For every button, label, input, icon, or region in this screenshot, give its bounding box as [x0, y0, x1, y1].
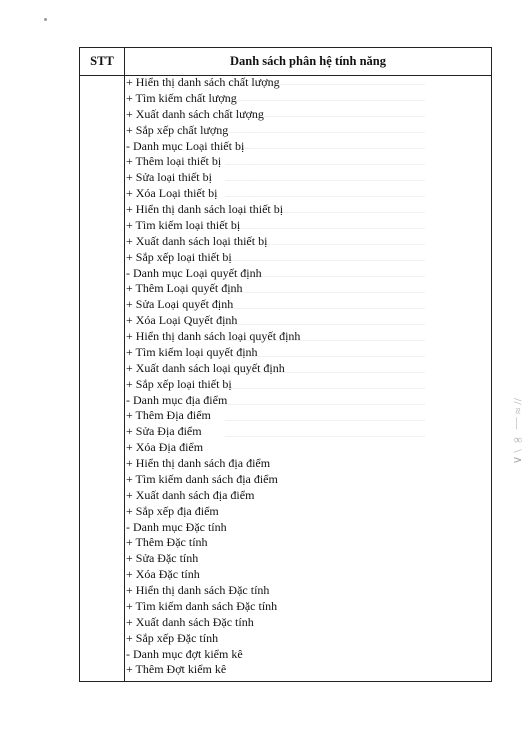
list-item: + Xuất danh sách Đặc tính [126, 614, 254, 629]
list-item: + Xóa Địa điểm [126, 440, 204, 455]
list-item: + Thêm Đặc tính [126, 535, 208, 550]
list-item: - Danh mục Loại quyết định [126, 265, 262, 280]
list-item: - Danh mục Loại thiết bị [126, 138, 245, 153]
list-item: + Xuất danh sách chất lượng [126, 106, 264, 121]
scan-dot [44, 18, 47, 21]
list-item: + Thêm Loại quyết định [126, 281, 243, 296]
list-item: + Sửa Địa điểm [126, 424, 202, 439]
list-item: - Danh mục địa điểm [126, 392, 228, 407]
list-item: + Thêm Đợt kiểm kê [126, 662, 227, 677]
list-item: + Xóa Loại thiết bị [126, 186, 218, 201]
list-item: + Xuất danh sách loại quyết định [126, 360, 285, 375]
table-header [80, 48, 491, 76]
list-item: + Sắp xếp loại thiết bị [126, 249, 232, 264]
list-item: + Tìm kiếm loại quyết định [126, 344, 258, 359]
header-stt: STT [90, 54, 114, 68]
list-item: + Sắp xếp Đặc tính [126, 630, 219, 645]
list-item: - Danh mục Đặc tính [126, 519, 227, 534]
list-item: + Thêm loại thiết bị [126, 154, 222, 169]
list-item: + Xóa Loại Quyết định [126, 313, 238, 328]
feature-list [126, 75, 487, 678]
margin-scan-mark: // ≈ — ∞ \ ∧ [511, 398, 525, 465]
list-item: + Sửa loại thiết bị [126, 170, 212, 185]
list-item: + Hiển thị danh sách Đặc tính [126, 583, 270, 597]
list-item: + Hiển thị danh sách địa điểm [126, 456, 271, 470]
list-item: + Xóa Đặc tính [126, 567, 200, 582]
list-item: + Sửa Đặc tính [126, 551, 199, 566]
list-item: + Hiển thị danh sách loại thiết bị [126, 202, 284, 216]
feature-table [79, 47, 492, 682]
list-item: + Tìm kiếm loại thiết bị [126, 217, 241, 232]
list-item: + Xuất danh sách loại thiết bị [126, 233, 268, 248]
list-item: + Sắp xếp chất lượng [126, 122, 229, 137]
list-item: + Tìm kiếm danh sách địa điểm [126, 471, 278, 486]
list-item: + Tìm kiếm chất lượng [126, 90, 237, 105]
list-item: + Hiển thị danh sách loại quyết định [126, 329, 301, 343]
list-item: + Hiển thị danh sách chất lượng [126, 75, 280, 89]
header-title: Danh sách phân hệ tính năng [230, 54, 386, 68]
list-item: + Tìm kiếm danh sách Đặc tính [126, 598, 278, 613]
list-item: - Danh mục đợt kiểm kê [126, 646, 243, 661]
list-item: + Xuất danh sách địa điểm [126, 487, 255, 502]
list-item: + Sắp xếp loại thiết bị [126, 376, 232, 391]
list-item: + Sắp xếp địa điểm [126, 503, 219, 518]
list-item: + Sửa Loại quyết định [126, 297, 234, 312]
column-divider [124, 48, 125, 681]
list-item: + Thêm Địa điểm [126, 408, 211, 423]
